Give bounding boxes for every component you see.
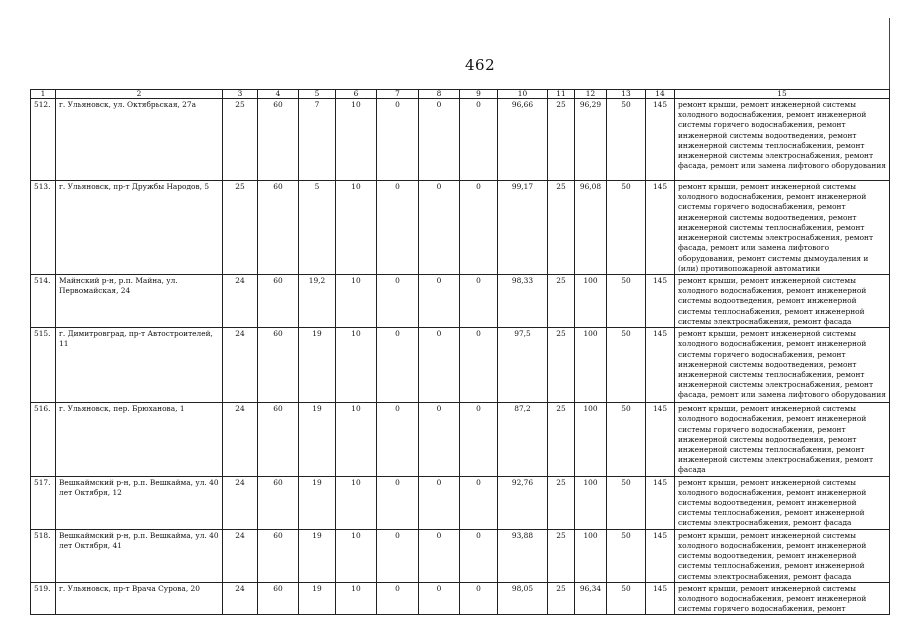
row-number: 515. xyxy=(31,328,56,403)
value-cell: 10 xyxy=(336,274,377,327)
value-cell: 10 xyxy=(336,476,377,529)
value-cell: 60 xyxy=(258,476,299,529)
header-row xyxy=(31,90,890,99)
column-header: 6 xyxy=(336,90,377,99)
value-cell: 0 xyxy=(460,476,498,529)
table-row xyxy=(31,181,890,275)
address-cell: г. Ульяновск, ул. Октябрьская, 27а xyxy=(56,99,223,181)
work-types-cell: ремонт крыши, ремонт инженерной системы холодного водоснабжения, ремонт инженерной системы горячего водоснабжения, ремонт инженерной системы водоотведения, ремонт инженерной системы теплоснабжения, ремонт инженерной системы электроснабжения, ремонт фасада, ремонт или замена лифтового оборудования xyxy=(675,328,890,403)
value-cell: 25 xyxy=(548,99,575,181)
row-number: 513. xyxy=(31,181,56,275)
value-cell: 19 xyxy=(299,582,336,615)
value-cell: 5 xyxy=(299,181,336,275)
value-cell: 0 xyxy=(460,328,498,403)
table-row xyxy=(31,274,890,327)
work-types-cell: ремонт крыши, ремонт инженерной системы холодного водоснабжения, ремонт инженерной системы водоотведения, ремонт инженерной системы теплоснабжения, ремонт инженерной системы электроснабжения, ремонт фасада xyxy=(675,476,890,529)
row-number: 514. xyxy=(31,274,56,327)
value-cell: 50 xyxy=(607,582,646,615)
value-cell: 96,08 xyxy=(575,181,607,275)
value-cell: 25 xyxy=(223,181,258,275)
value-cell: 25 xyxy=(548,181,575,275)
address-cell: г. Ульяновск, пр-т Врача Сурова, 20 xyxy=(56,582,223,615)
value-cell: 0 xyxy=(419,529,460,582)
value-cell: 60 xyxy=(258,403,299,477)
value-cell: 10 xyxy=(336,99,377,181)
work-types-cell: ремонт крыши, ремонт инженерной системы холодного водоснабжения, ремонт инженерной системы горячего водоснабжения, ремонт инженерной системы водоотведения, ремонт инженерной системы теплоснабжения, ремонт инженерной системы электроснабжения, ремонт фасада, ремонт или замена лифтового оборудования xyxy=(675,99,890,181)
work-types-cell: ремонт крыши, ремонт инженерной системы холодного водоснабжения, ремонт инженерной системы горячего водоснабжения, ремонт инженерной системы водоотведения, ремонт инженерной системы теплоснабжения, ремонт инженерной системы электроснабжения, ремонт фасада, ремонт или замена лифтового оборудования, ремонт системы дымоудаления и (или) противопожарной автоматики xyxy=(675,181,890,275)
column-header: 7 xyxy=(377,90,419,99)
value-cell: 0 xyxy=(419,582,460,615)
value-cell: 0 xyxy=(419,99,460,181)
column-header: 3 xyxy=(223,90,258,99)
value-cell: 10 xyxy=(336,181,377,275)
value-cell: 10 xyxy=(336,529,377,582)
value-cell: 25 xyxy=(548,582,575,615)
value-cell: 50 xyxy=(607,529,646,582)
row-number: 518. xyxy=(31,529,56,582)
value-cell: 145 xyxy=(646,99,675,181)
column-header: 14 xyxy=(646,90,675,99)
column-header: 11 xyxy=(548,90,575,99)
value-cell: 25 xyxy=(548,476,575,529)
value-cell: 19 xyxy=(299,328,336,403)
value-cell: 0 xyxy=(419,181,460,275)
value-cell: 50 xyxy=(607,403,646,477)
row-number: 516. xyxy=(31,403,56,477)
value-cell: 25 xyxy=(548,403,575,477)
value-cell: 50 xyxy=(607,476,646,529)
value-cell: 0 xyxy=(377,529,419,582)
value-cell: 0 xyxy=(460,274,498,327)
table-row xyxy=(31,99,890,181)
value-cell: 0 xyxy=(419,476,460,529)
work-types-cell: ремонт крыши, ремонт инженерной системы холодного водоснабжения, ремонт инженерной системы горячего водоснабжения, ремонт xyxy=(675,582,890,615)
value-cell: 19 xyxy=(299,403,336,477)
row-number: 517. xyxy=(31,476,56,529)
column-header: 10 xyxy=(498,90,548,99)
value-cell: 145 xyxy=(646,529,675,582)
value-cell: 0 xyxy=(460,99,498,181)
value-cell: 60 xyxy=(258,328,299,403)
value-cell: 96,29 xyxy=(575,99,607,181)
value-cell: 100 xyxy=(575,403,607,477)
value-cell: 24 xyxy=(223,476,258,529)
value-cell: 0 xyxy=(419,328,460,403)
value-cell: 10 xyxy=(336,582,377,615)
address-cell: Майнский р-н, р.п. Майна, ул. Первомайская, 24 xyxy=(56,274,223,327)
value-cell: 0 xyxy=(377,582,419,615)
value-cell: 50 xyxy=(607,99,646,181)
value-cell: 0 xyxy=(419,274,460,327)
column-header: 12 xyxy=(575,90,607,99)
value-cell: 60 xyxy=(258,274,299,327)
value-cell: 87,2 xyxy=(498,403,548,477)
value-cell: 145 xyxy=(646,582,675,615)
value-cell: 92,76 xyxy=(498,476,548,529)
address-cell: г. Ульяновск, пер. Брюханова, 1 xyxy=(56,403,223,477)
value-cell: 100 xyxy=(575,328,607,403)
value-cell: 0 xyxy=(460,181,498,275)
table-row xyxy=(31,328,890,403)
value-cell: 145 xyxy=(646,403,675,477)
work-types-cell: ремонт крыши, ремонт инженерной системы холодного водоснабжения, ремонт инженерной системы водоотведения, ремонт инженерной системы теплоснабжения, ремонт инженерной системы электроснабжения, ремонт фасада xyxy=(675,529,890,582)
value-cell: 60 xyxy=(258,181,299,275)
address-cell: Вешкаймский р-н, р.п. Вешкайма, ул. 40 лет Октября, 12 xyxy=(56,476,223,529)
column-header: 15 xyxy=(675,90,890,99)
value-cell: 10 xyxy=(336,328,377,403)
value-cell: 0 xyxy=(377,476,419,529)
value-cell: 24 xyxy=(223,582,258,615)
value-cell: 25 xyxy=(223,99,258,181)
column-header: 8 xyxy=(419,90,460,99)
column-header: 1 xyxy=(31,90,56,99)
value-cell: 24 xyxy=(223,403,258,477)
value-cell: 0 xyxy=(377,99,419,181)
value-cell: 145 xyxy=(646,181,675,275)
value-cell: 96,66 xyxy=(498,99,548,181)
value-cell: 0 xyxy=(377,274,419,327)
row-number: 512. xyxy=(31,99,56,181)
value-cell: 100 xyxy=(575,476,607,529)
value-cell: 7 xyxy=(299,99,336,181)
value-cell: 60 xyxy=(258,582,299,615)
value-cell: 0 xyxy=(419,403,460,477)
work-types-cell: ремонт крыши, ремонт инженерной системы холодного водоснабжения, ремонт инженерной системы водоотведения, ремонт инженерной системы теплоснабжения, ремонт инженерной системы электроснабжения, ремонт фасада xyxy=(675,274,890,327)
value-cell: 24 xyxy=(223,274,258,327)
address-cell: г. Димитровград, пр-т Автостроителей, 11 xyxy=(56,328,223,403)
column-header: 5 xyxy=(299,90,336,99)
value-cell: 98,33 xyxy=(498,274,548,327)
value-cell: 93,88 xyxy=(498,529,548,582)
value-cell: 0 xyxy=(377,181,419,275)
column-header: 9 xyxy=(460,90,498,99)
row-number: 519. xyxy=(31,582,56,615)
value-cell: 0 xyxy=(460,529,498,582)
value-cell: 0 xyxy=(377,403,419,477)
value-cell: 19,2 xyxy=(299,274,336,327)
value-cell: 145 xyxy=(646,274,675,327)
value-cell: 50 xyxy=(607,274,646,327)
value-cell: 10 xyxy=(336,403,377,477)
value-cell: 24 xyxy=(223,529,258,582)
value-cell: 25 xyxy=(548,529,575,582)
address-cell: г. Ульяновск, пр-т Дружбы Народов, 5 xyxy=(56,181,223,275)
value-cell: 145 xyxy=(646,476,675,529)
value-cell: 60 xyxy=(258,99,299,181)
value-cell: 99,17 xyxy=(498,181,548,275)
value-cell: 60 xyxy=(258,529,299,582)
work-types-cell: ремонт крыши, ремонт инженерной системы холодного водоснабжения, ремонт инженерной системы горячего водоснабжения, ремонт инженерной системы водоотведения, ремонт инженерной системы теплоснабжения, ремонт инженерной системы электроснабжения, ремонт фасада xyxy=(675,403,890,477)
value-cell: 25 xyxy=(548,274,575,327)
value-cell: 100 xyxy=(575,529,607,582)
page-number: 462 xyxy=(465,56,496,74)
value-cell: 100 xyxy=(575,274,607,327)
value-cell: 19 xyxy=(299,529,336,582)
value-cell: 0 xyxy=(460,403,498,477)
value-cell: 96,34 xyxy=(575,582,607,615)
value-cell: 97,5 xyxy=(498,328,548,403)
table-row xyxy=(31,529,890,582)
value-cell: 19 xyxy=(299,476,336,529)
value-cell: 24 xyxy=(223,328,258,403)
column-header: 13 xyxy=(607,90,646,99)
value-cell: 25 xyxy=(548,328,575,403)
value-cell: 50 xyxy=(607,328,646,403)
value-cell: 145 xyxy=(646,328,675,403)
value-cell: 50 xyxy=(607,181,646,275)
table-row xyxy=(31,582,890,615)
address-cell: Вешкаймский р-н, р.п. Вешкайма, ул. 40 лет Октября, 41 xyxy=(56,529,223,582)
column-header: 2 xyxy=(56,90,223,99)
value-cell: 98,05 xyxy=(498,582,548,615)
table-row xyxy=(31,476,890,529)
table-row xyxy=(31,403,890,477)
column-header: 4 xyxy=(258,90,299,99)
value-cell: 0 xyxy=(460,582,498,615)
register-table xyxy=(30,89,890,615)
value-cell: 0 xyxy=(377,328,419,403)
